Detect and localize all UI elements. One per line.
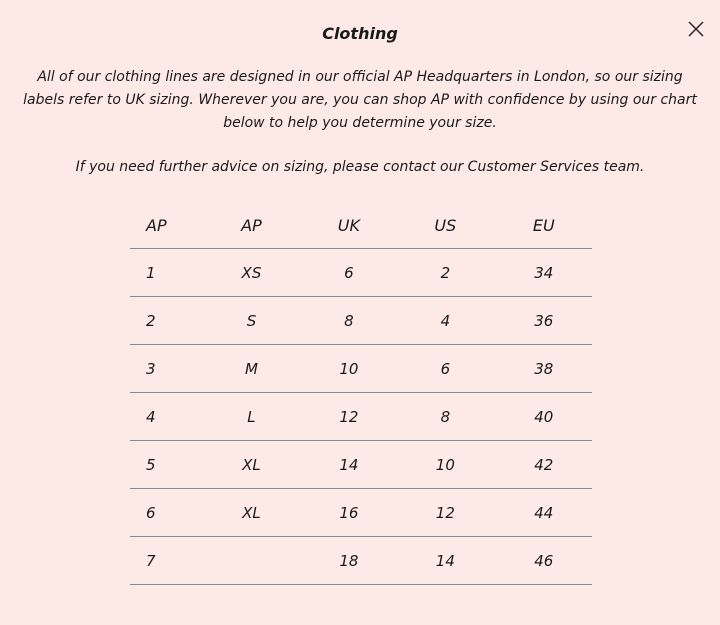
table-row [130, 489, 592, 537]
cell-us: 2 [395, 249, 495, 297]
table-row [130, 345, 592, 393]
advice-text: If you need further advice on sizing, please contact our Customer Services team. [75, 159, 645, 175]
cell-uk: 8 [303, 297, 396, 345]
header-ap-size: AP [200, 202, 302, 249]
header-us: US [395, 202, 495, 249]
cell-eu: 38 [496, 345, 593, 393]
cell-us: 12 [395, 489, 495, 537]
cell-ap-size: L [200, 393, 302, 441]
header-eu: EU [496, 202, 593, 249]
table-row [130, 249, 592, 297]
cell-ap-number: 4 [130, 393, 200, 441]
cell-ap-size: XL [200, 489, 302, 537]
cell-eu: 34 [496, 249, 593, 297]
cell-uk: 10 [303, 345, 396, 393]
cell-ap-number: 7 [130, 537, 200, 585]
modal-title: Clothing [322, 24, 398, 43]
size-chart-table [130, 202, 592, 585]
table-row [130, 537, 592, 585]
cell-us: 10 [395, 441, 495, 489]
table-row [130, 441, 592, 489]
cell-ap-number: 1 [130, 249, 200, 297]
header-uk: UK [303, 202, 396, 249]
cell-ap-number: 3 [130, 345, 200, 393]
cell-ap-size: S [200, 297, 302, 345]
cell-eu: 46 [496, 537, 593, 585]
cell-ap-size [200, 537, 302, 585]
cell-us: 8 [395, 393, 495, 441]
header-ap-number: AP [130, 202, 200, 249]
cell-ap-number: 2 [130, 297, 200, 345]
table-header-row [130, 202, 592, 249]
cell-us: 14 [395, 537, 495, 585]
cell-uk: 12 [303, 393, 396, 441]
cell-uk: 6 [303, 249, 396, 297]
cell-eu: 42 [496, 441, 593, 489]
cell-us: 4 [395, 297, 495, 345]
table-row [130, 393, 592, 441]
cell-eu: 40 [496, 393, 593, 441]
cell-uk: 16 [303, 489, 396, 537]
cell-ap-size: M [200, 345, 302, 393]
cell-ap-size: XL [200, 441, 302, 489]
cell-uk: 14 [303, 441, 396, 489]
table-row [130, 297, 592, 345]
cell-eu: 36 [496, 297, 593, 345]
cell-eu: 44 [496, 489, 593, 537]
cell-ap-number: 5 [130, 441, 200, 489]
cell-ap-number: 6 [130, 489, 200, 537]
cell-us: 6 [395, 345, 495, 393]
cell-uk: 18 [303, 537, 396, 585]
intro-text: All of our clothing lines are designed in our official AP Headquarters in London, so our sizing labels refer to UK sizing. Wherever you are, you can shop AP with confidence by using our chart below to help you determine your size. [23, 69, 697, 131]
cell-ap-size: XS [200, 249, 302, 297]
